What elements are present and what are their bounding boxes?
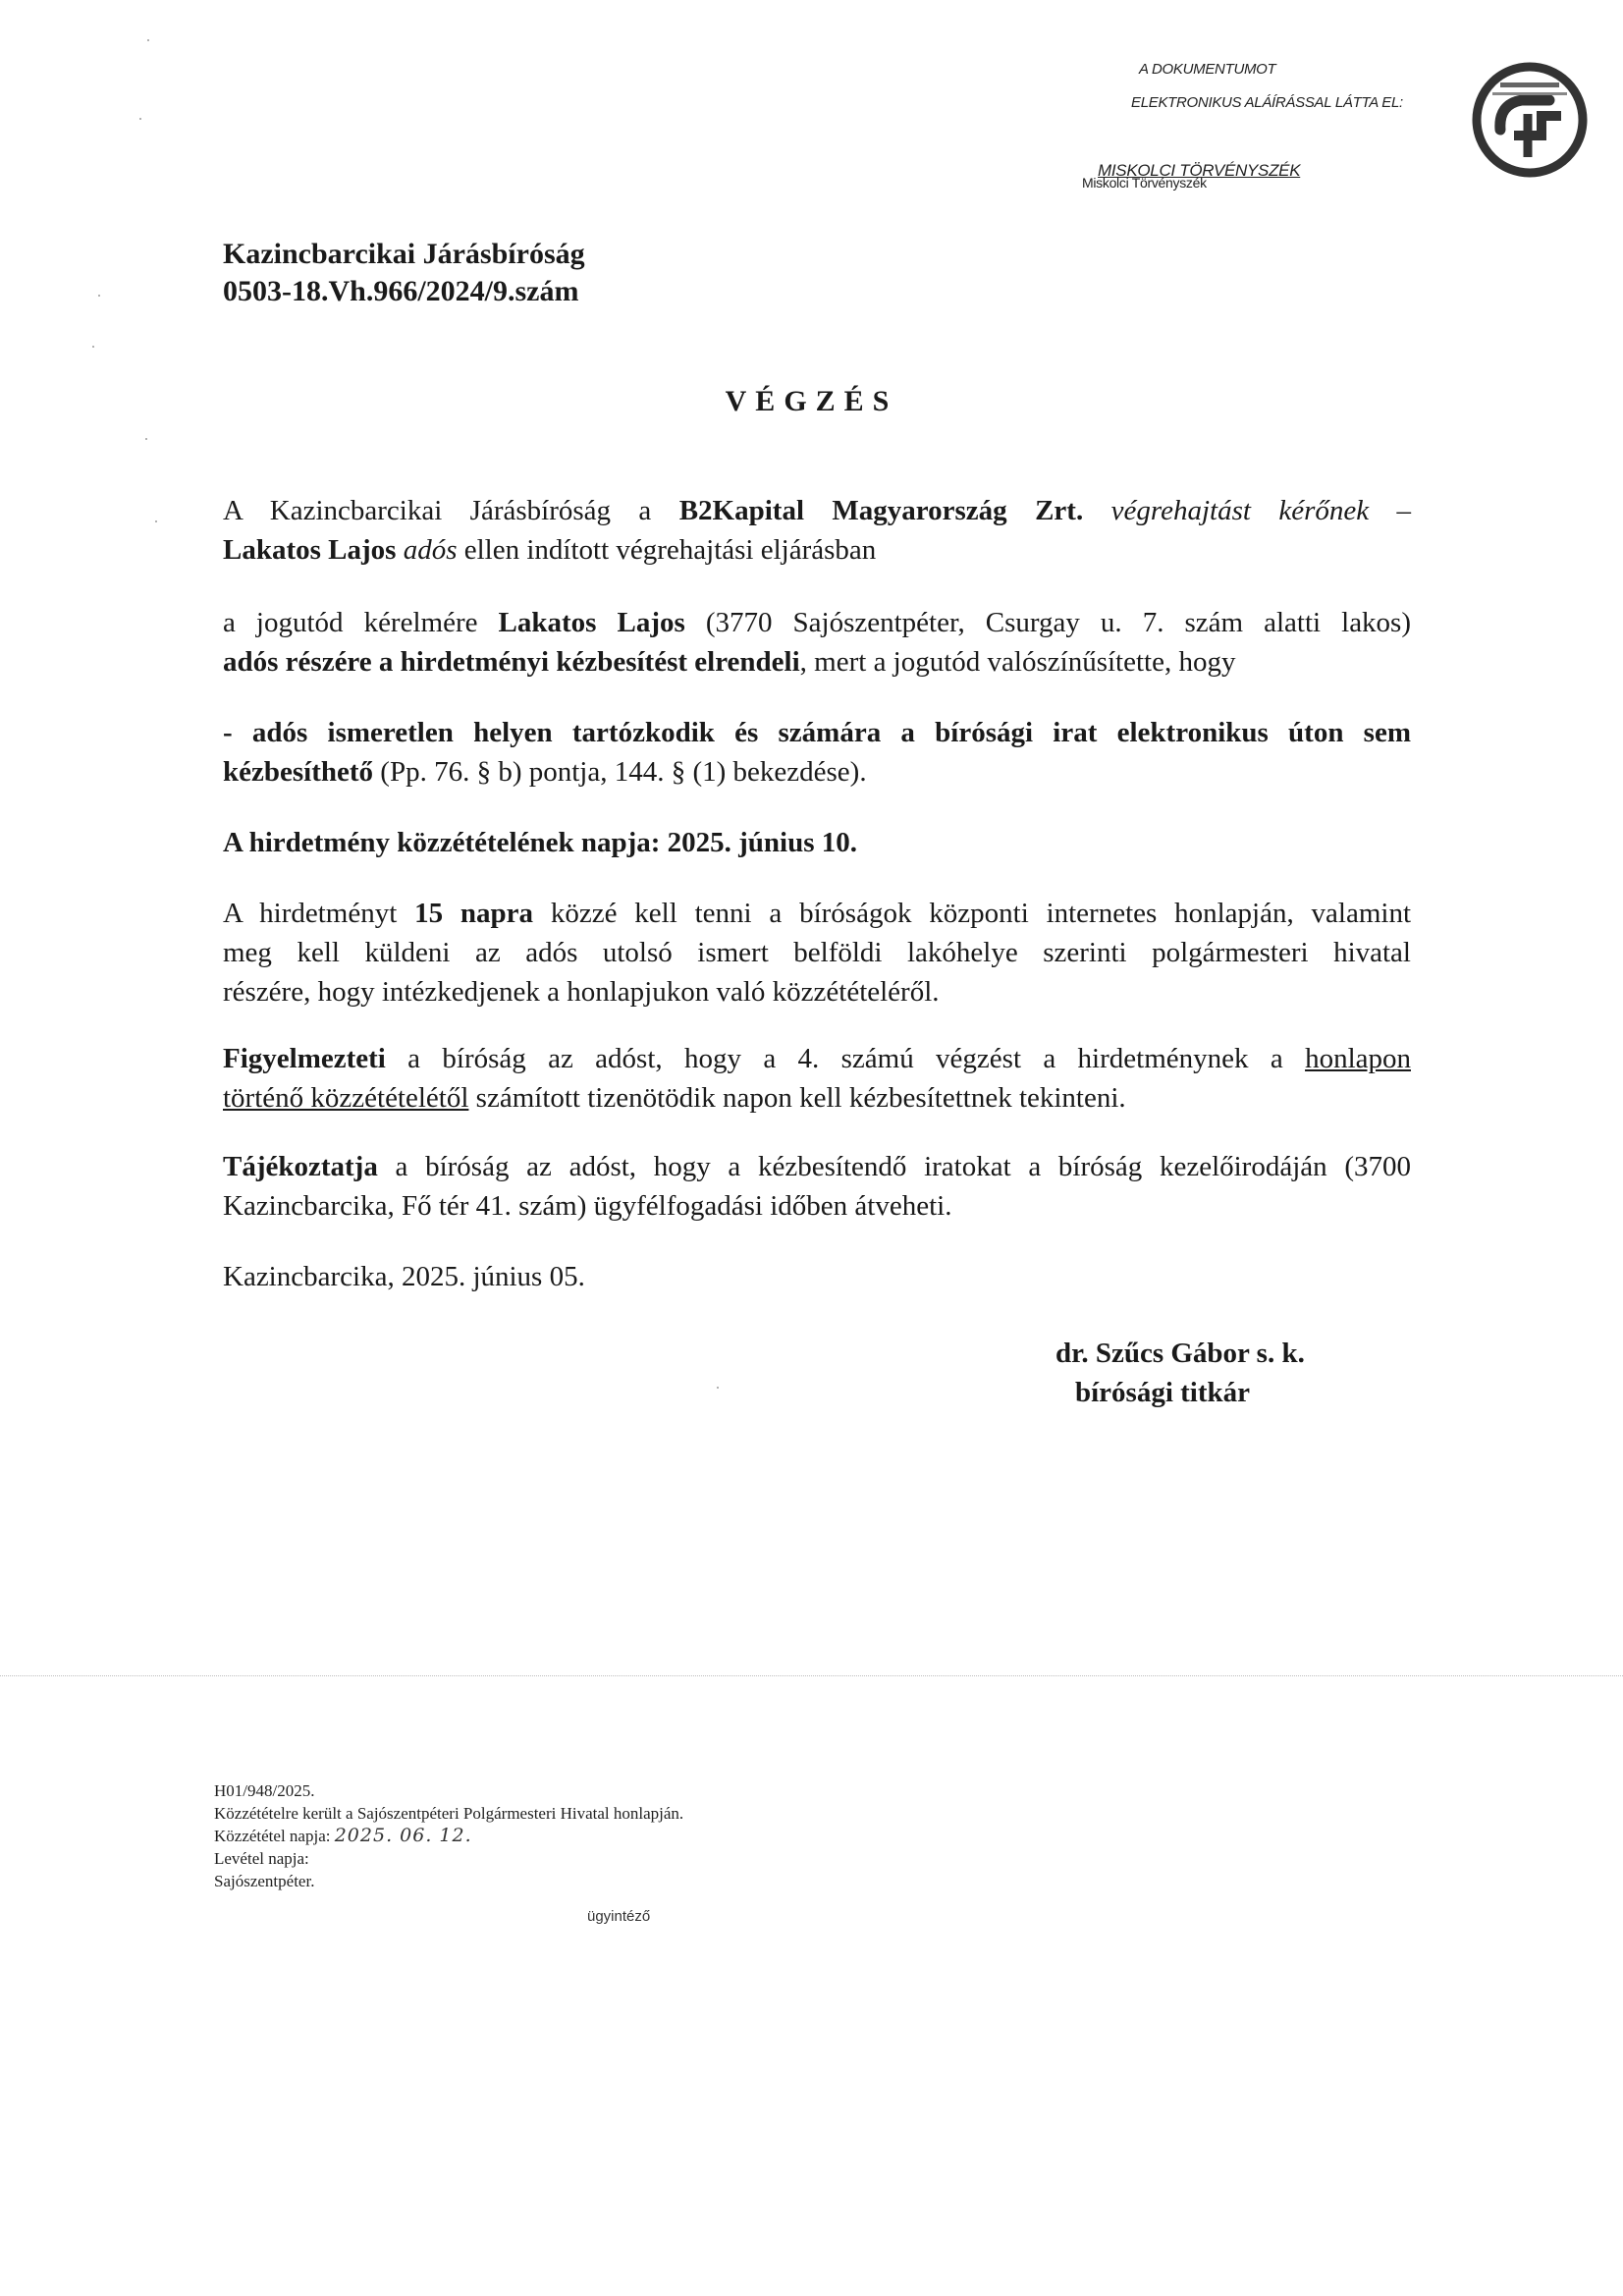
stamp-line-2: ELEKTRONIKUS ALÁÍRÁSSAL LÁTTA EL: xyxy=(1131,94,1403,111)
duration: 15 napra xyxy=(414,898,534,929)
scan-speck xyxy=(92,346,94,348)
annotation-removal-date: Levétel napja: xyxy=(214,1849,309,1868)
annotation-published: Közzétételre került a Sajószentpéteri Polgármesteri Hivatal honlapján. xyxy=(214,1804,684,1823)
annotation-label: Közzététel napja: xyxy=(214,1827,335,1845)
text: Kazincbarcika, Fő tér 41. szám) ügyfélfogadási időben átveheti. xyxy=(223,1190,952,1222)
order-statement: adós részére a hirdetményi kézbesítést elrendeli xyxy=(223,646,800,678)
court-seal-icon xyxy=(1471,61,1589,179)
scan-speck xyxy=(139,118,141,120)
paragraph-parties xyxy=(223,491,1411,570)
paragraph-order xyxy=(223,603,1411,682)
court-name: Kazincbarcikai Járásbíróság xyxy=(223,238,585,270)
scan-speck xyxy=(145,438,147,440)
underlined-text: történő közzétételétől xyxy=(223,1082,469,1114)
scan-speck xyxy=(155,520,157,522)
text xyxy=(396,534,403,566)
reason-text-end: kézbesíthető xyxy=(223,756,374,788)
publication-annotation xyxy=(214,1779,683,1892)
text: a jogutód kérelmére xyxy=(223,607,499,638)
annotation-ref: H01/948/2025. xyxy=(214,1781,315,1800)
divider xyxy=(0,1675,1623,1676)
handwritten-date: 2025. 06. 12. xyxy=(334,1825,472,1846)
text: A Kazincbarcikai Járásbíróság a xyxy=(223,495,679,526)
text xyxy=(1083,495,1110,526)
debtor-name: Lakatos Lajos xyxy=(498,607,685,638)
stamp-court-name-regular: Miskolci Törvényszék xyxy=(1082,175,1207,191)
scan-speck xyxy=(717,1387,719,1389)
text: közzé kell tenni a bíróságok központi internetes honlapján, valamint xyxy=(533,898,1411,929)
text: ellen indított végrehajtási eljárásban xyxy=(457,534,877,566)
annotation-place: Sajószentpéter. xyxy=(214,1872,315,1890)
text: – xyxy=(1369,495,1412,526)
paragraph-publication-date xyxy=(223,823,1411,862)
text: részére, hogy intézkedjenek a honlapjukon való közzétételéről. xyxy=(223,976,940,1008)
warning-keyword: Figyelmezteti xyxy=(223,1043,386,1074)
info-keyword: Tájékoztatja xyxy=(223,1151,378,1182)
creditor-name: B2Kapital Magyarország Zrt. xyxy=(678,495,1084,526)
case-number: 0503-18.Vh.966/2024/9.szám xyxy=(223,275,579,307)
paragraph-reason xyxy=(223,713,1411,792)
electronic-signature-stamp xyxy=(1070,51,1600,208)
debtor-name: Lakatos Lajos xyxy=(223,534,397,566)
text: meg kell küldeni az adós utolsó ismert belföldi lakóhelye szerinti polgármesteri hivatal xyxy=(223,937,1411,968)
underlined-text: honlapon xyxy=(1305,1043,1411,1074)
place-date-text: Kazincbarcika, 2025. június 05. xyxy=(223,1261,585,1292)
text: a bíróság az adóst, hogy a kézbesítendő iratokat a bíróság kezelőirodáján (3700 xyxy=(377,1151,1411,1182)
paragraph-information xyxy=(223,1147,1411,1226)
court-header xyxy=(223,236,585,310)
signer-name: dr. Szűcs Gábor s. k. xyxy=(1055,1338,1305,1369)
paragraph-warning xyxy=(223,1039,1411,1118)
annotation-publication-date xyxy=(214,1825,683,1847)
signature-block xyxy=(1055,1334,1305,1412)
stamp-court-name: MISKOLCI TÖRVÉNYSZÉK xyxy=(1098,161,1301,180)
reason-text: - adós ismeretlen helyen tartózkodik és számára a bírósági irat elektronikus úton sem xyxy=(223,717,1411,748)
scan-speck xyxy=(98,295,100,297)
paragraph-publication-duration xyxy=(223,894,1411,1011)
document-title: VÉGZÉS xyxy=(725,385,898,417)
debtor-role: adós xyxy=(403,534,458,566)
creditor-role: végrehajtást kérőnek xyxy=(1110,495,1370,526)
stamp-line-1: A DOKUMENTUMOT xyxy=(1139,61,1276,78)
legal-reference: (Pp. 76. § b) pontja, 144. § (1) bekezdése). xyxy=(373,756,867,788)
text: , mert a jogutód valószínűsítette, hogy xyxy=(799,646,1236,678)
clerk-label: ügyintéző xyxy=(587,1908,651,1925)
text: számított tizenötödik napon kell kézbesítettnek tekinteni. xyxy=(468,1082,1126,1114)
signer-role: bírósági titkár xyxy=(1075,1377,1251,1408)
scan-speck xyxy=(147,39,149,41)
text: a bíróság az adóst, hogy a 4. számú végzést a hirdetménynek a xyxy=(385,1043,1306,1074)
text: A hirdetményt xyxy=(223,898,415,929)
publication-date: A hirdetmény közzétételének napja: 2025. június 10. xyxy=(223,827,858,858)
debtor-address: (3770 Sajószentpéter, Csurgay u. 7. szám alatti lakos) xyxy=(684,607,1412,638)
place-date xyxy=(223,1257,1411,1296)
